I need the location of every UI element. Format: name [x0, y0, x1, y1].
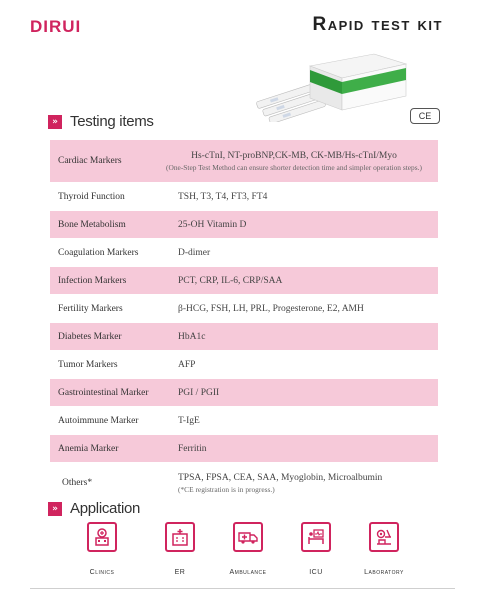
laboratory-icon — [369, 522, 399, 552]
testing-items-table — [50, 140, 438, 504]
testing-items-heading — [48, 113, 154, 130]
category-name: Infection Markers — [58, 275, 127, 286]
test-items: D-dimer — [178, 247, 211, 258]
category-name: Gastrointestinal Marker — [58, 387, 149, 398]
test-items: 25-OH Vitamin D — [178, 219, 247, 230]
table-row — [50, 183, 438, 211]
product-image — [248, 52, 408, 122]
application-label: ER — [174, 569, 186, 576]
test-items-text: Hs-cTnI, NT-proBNP,CK-MB, CK-MB/Hs-cTnI/Myo — [191, 150, 397, 161]
table-row — [50, 351, 438, 379]
category-name: Thyroid Function — [58, 191, 125, 202]
test-items: Ferritin — [178, 443, 207, 454]
table-row — [50, 239, 438, 267]
table-row — [50, 295, 438, 323]
table-row — [50, 267, 438, 295]
ambulance-icon — [233, 522, 263, 552]
application-label: Ambulance — [229, 569, 267, 576]
application-label: Laboratory — [364, 569, 404, 576]
application-item — [145, 522, 215, 576]
category-name: Diabetes Marker — [58, 331, 122, 342]
test-items: TSH, T3, T4, FT3, FT4 — [178, 191, 268, 202]
category-name: Fertility Markers — [58, 303, 123, 314]
application-item — [213, 522, 283, 576]
footer-divider — [30, 588, 455, 589]
table-row — [50, 323, 438, 351]
application-title: Application — [70, 500, 141, 517]
test-items: HbA1c — [178, 331, 206, 342]
page-title: Rapid test kit — [312, 14, 443, 35]
application-heading — [48, 500, 140, 517]
application-label: Clinics — [89, 569, 115, 576]
chevron-right-icon: » — [48, 502, 62, 516]
chevron-right-icon: » — [48, 115, 62, 129]
category-name: Others* — [62, 478, 93, 488]
dirui-logo: DIRUI — [30, 17, 82, 36]
table-row — [50, 140, 438, 183]
category-name: Cardiac Markers — [58, 156, 122, 166]
test-items-note: (One-Step Test Method can ensure shorter detection time and simpler operation steps.) — [166, 162, 422, 172]
ce-mark: CE — [410, 108, 440, 124]
test-items: AFP — [178, 359, 196, 370]
category-name: Coagulation Markers — [58, 247, 139, 258]
application-item — [67, 522, 137, 576]
category-name: Tumor Markers — [58, 359, 118, 370]
testing-items-title: Testing items — [70, 113, 154, 130]
test-items: T-IgE — [178, 415, 200, 426]
test-items: PGI / PGII — [178, 387, 220, 398]
icu-icon — [301, 522, 331, 552]
test-items-note: (*CE registration is in progress.) — [178, 484, 275, 494]
table-row — [50, 463, 438, 504]
table-row — [50, 407, 438, 435]
er-icon — [165, 522, 195, 552]
application-label: ICU — [309, 569, 323, 576]
table-row — [50, 435, 438, 463]
application-list — [50, 522, 438, 584]
category-name: Anemia Marker — [58, 443, 119, 454]
test-items: β-HCG, FSH, LH, PRL, Progesterone, E2, AMH — [178, 303, 364, 314]
category-name: Autoimmune Marker — [58, 415, 139, 426]
application-item — [349, 522, 419, 576]
table-row — [50, 211, 438, 239]
test-items: PCT, CRP, IL-6, CRP/SAA — [178, 275, 283, 286]
clinic-icon — [87, 522, 117, 552]
table-row — [50, 379, 438, 407]
test-items — [150, 473, 438, 494]
test-items-text: TPSA, FPSA, CEA, SAA, Myoglobin, Microalbumin — [178, 472, 383, 483]
category-name: Bone Metabolism — [58, 219, 126, 230]
application-item — [281, 522, 351, 576]
test-items — [150, 151, 438, 172]
